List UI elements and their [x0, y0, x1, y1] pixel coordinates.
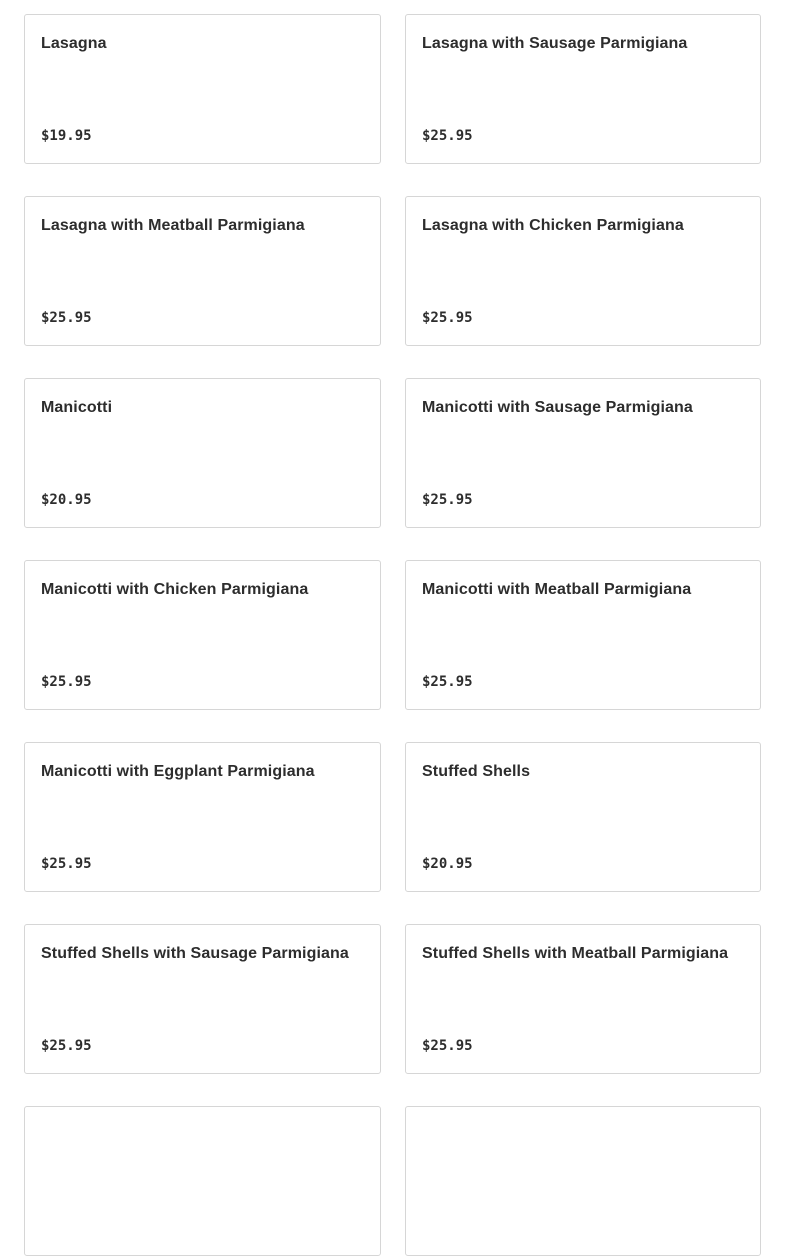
menu-item-name: Stuffed Shells with Sausage Parmigiana: [41, 945, 349, 962]
menu-item-price: $25.95: [422, 1038, 473, 1054]
menu-item-price: $25.95: [41, 1038, 92, 1054]
menu-item-grid: [24, 14, 761, 1256]
menu-item-price: $19.95: [41, 128, 92, 144]
menu-item-card[interactable]: [24, 560, 381, 710]
menu-item-name: Manicotti with Chicken Parmigiana: [41, 581, 309, 598]
menu-item-card[interactable]: [405, 742, 761, 892]
menu-item-name: Manicotti with Eggplant Parmigiana: [41, 763, 315, 780]
menu-item-card[interactable]: [24, 742, 381, 892]
menu-item-name: Lasagna: [41, 35, 107, 52]
menu-item-price: $25.95: [422, 310, 473, 326]
menu-item-price: $20.95: [41, 492, 92, 508]
menu-item-card[interactable]: [405, 1106, 761, 1256]
menu-item-card[interactable]: [405, 924, 761, 1074]
menu-item-name: Lasagna with Meatball Parmigiana: [41, 217, 305, 234]
menu-item-price: $25.95: [422, 492, 473, 508]
menu-item-card[interactable]: [24, 196, 381, 346]
menu-item-name: Stuffed Shells with Meatball Parmigiana: [422, 945, 729, 962]
menu-item-name: Manicotti with Meatball Parmigiana: [422, 581, 692, 598]
menu-item-name: Lasagna with Sausage Parmigiana: [422, 35, 688, 52]
menu-item-price: $25.95: [422, 674, 473, 690]
menu-item-name: Manicotti: [41, 399, 113, 416]
menu-item-card[interactable]: [405, 14, 761, 164]
menu-item-card[interactable]: [405, 196, 761, 346]
menu-item-price: $25.95: [422, 128, 473, 144]
menu-item-card[interactable]: [24, 1106, 381, 1256]
menu-item-price: $25.95: [41, 856, 92, 872]
menu-item-price: $25.95: [41, 674, 92, 690]
menu-item-card[interactable]: [405, 378, 761, 528]
menu-item-price: $20.95: [422, 856, 473, 872]
menu-item-name: Manicotti with Sausage Parmigiana: [422, 399, 693, 416]
menu-item-name: Lasagna with Chicken Parmigiana: [422, 217, 684, 234]
menu-item-card[interactable]: [24, 14, 381, 164]
menu-item-name: Stuffed Shells: [422, 763, 531, 780]
menu-item-price: $25.95: [41, 310, 92, 326]
menu-item-card[interactable]: [24, 924, 381, 1074]
menu-item-card[interactable]: [405, 560, 761, 710]
menu-item-card[interactable]: [24, 378, 381, 528]
